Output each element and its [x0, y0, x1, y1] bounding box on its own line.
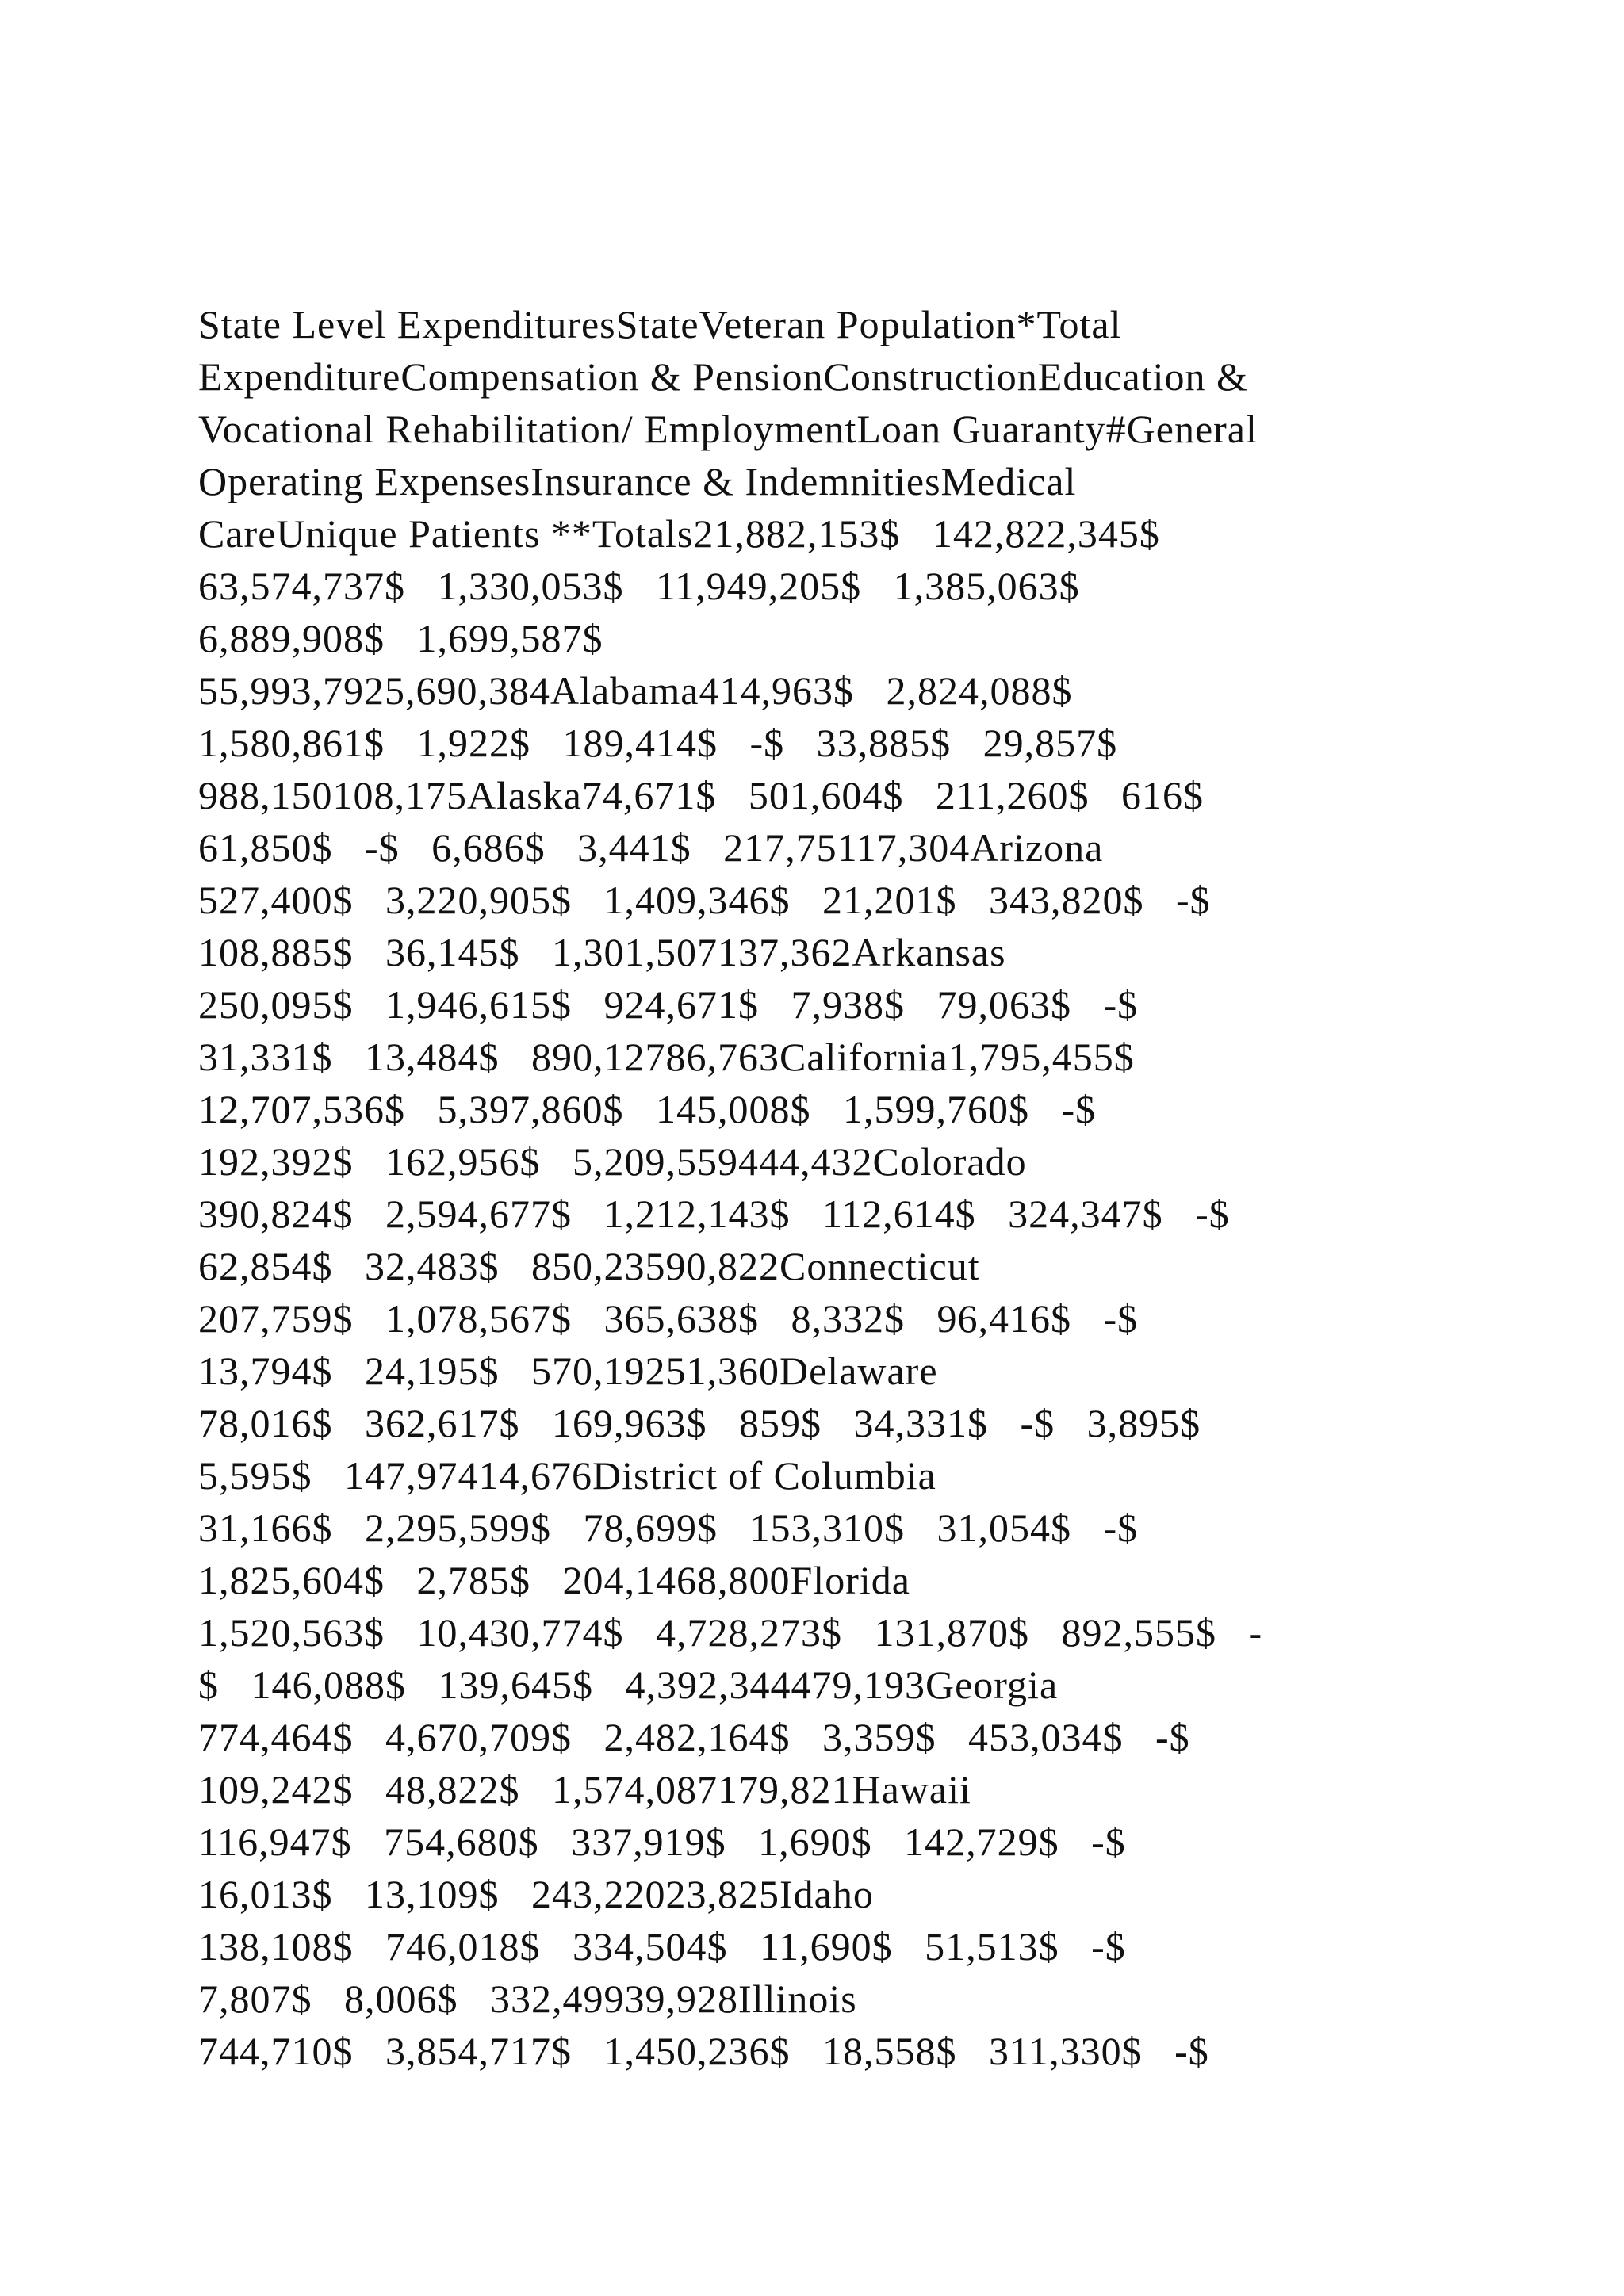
text-line: 1,825,604$ 2,785$ 204,1468,800Florida [198, 1558, 910, 1602]
text-line: Vocational Rehabilitation/ EmploymentLoan Guaranty#General [198, 407, 1258, 451]
text-line: 390,824$ 2,594,677$ 1,212,143$ 112,614$ 324,347$ -$ [198, 1192, 1230, 1236]
text-line: Operating ExpensesInsurance & IndemnitiesMedical [198, 459, 1077, 503]
text-line: 78,016$ 362,617$ 169,963$ 859$ 34,331$ -$ 3,895$ [198, 1401, 1201, 1445]
text-line: 6,889,908$ 1,699,587$ [198, 616, 603, 660]
text-line: 7,807$ 8,006$ 332,49939,928Illinois [198, 1976, 857, 2021]
text-line: 988,150108,175Alaska74,671$ 501,604$ 211,260$ 616$ [198, 773, 1204, 817]
text-line: CareUnique Patients **Totals21,882,153$ 142,822,345$ [198, 511, 1160, 556]
expenditure-text-block [198, 298, 1435, 2077]
text-line: $ 146,088$ 139,645$ 4,392,344479,193Georgia [198, 1663, 1059, 1707]
text-line: 774,464$ 4,670,709$ 2,482,164$ 3,359$ 453,034$ -$ [198, 1715, 1190, 1759]
text-line: 527,400$ 3,220,905$ 1,409,346$ 21,201$ 343,820$ -$ [198, 878, 1211, 922]
text-line: 744,710$ 3,854,717$ 1,450,236$ 18,558$ 311,330$ -$ [198, 2029, 1209, 2073]
text-line: 62,854$ 32,483$ 850,23590,822Connecticut [198, 1244, 980, 1288]
text-line: 16,013$ 13,109$ 243,22023,825Idaho [198, 1872, 874, 1916]
text-line: 109,242$ 48,822$ 1,574,087179,821Hawaii [198, 1767, 971, 1812]
text-line: 12,707,536$ 5,397,860$ 145,008$ 1,599,760$ -$ [198, 1087, 1097, 1131]
text-line: 31,331$ 13,484$ 890,12786,763California1,795,455$ [198, 1035, 1135, 1079]
text-line: 1,580,861$ 1,922$ 189,414$ -$ 33,885$ 29,857$ [198, 721, 1118, 765]
text-line: ExpenditureCompensation & PensionConstructionEducation & [198, 354, 1248, 399]
text-line: 250,095$ 1,946,615$ 924,671$ 7,938$ 79,063$ -$ [198, 982, 1139, 1027]
text-line: 5,595$ 147,97414,676District of Columbia [198, 1453, 936, 1498]
text-line: State Level ExpendituresStateVeteran Population*Total [198, 302, 1122, 346]
text-line: 31,166$ 2,295,599$ 78,699$ 153,310$ 31,054$ -$ [198, 1506, 1139, 1550]
text-line: 63,574,737$ 1,330,053$ 11,949,205$ 1,385,063$ [198, 564, 1080, 608]
text-line: 138,108$ 746,018$ 334,504$ 11,690$ 51,513$ -$ [198, 1924, 1126, 1969]
text-line: 13,794$ 24,195$ 570,19251,360Delaware [198, 1349, 938, 1393]
text-line: 207,759$ 1,078,567$ 365,638$ 8,332$ 96,416$ -$ [198, 1296, 1139, 1341]
text-line: 108,885$ 36,145$ 1,301,507137,362Arkansas [198, 930, 1006, 974]
text-line: 61,850$ -$ 6,686$ 3,441$ 217,75117,304Arizona [198, 825, 1104, 870]
text-line: 55,993,7925,690,384Alabama414,963$ 2,824,088$ [198, 668, 1073, 713]
text-line: 192,392$ 162,956$ 5,209,559444,432Colorado [198, 1139, 1027, 1184]
text-line: 1,520,563$ 10,430,774$ 4,728,273$ 131,870$ 892,555$ - [198, 1610, 1263, 1655]
text-line: 116,947$ 754,680$ 337,919$ 1,690$ 142,729$ -$ [198, 1820, 1126, 1864]
